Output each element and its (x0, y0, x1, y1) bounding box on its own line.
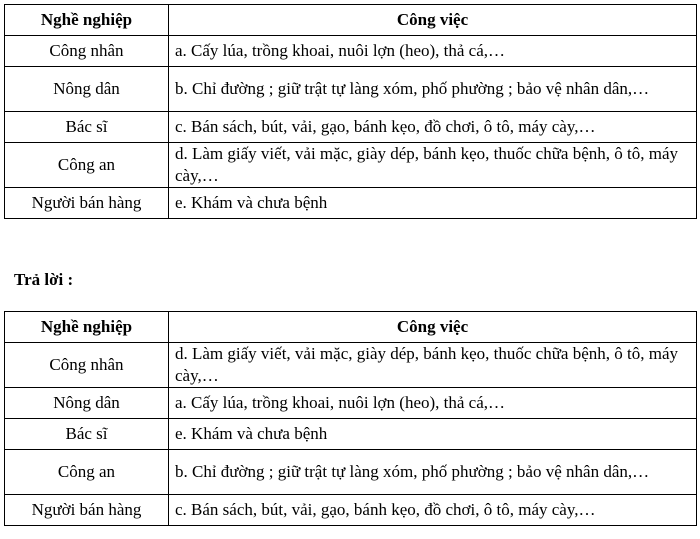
work-cell: a. Cấy lúa, trồng khoai, nuôi lợn (heo), thả cá,… (169, 388, 697, 419)
question-table (4, 4, 697, 219)
table-row (5, 343, 697, 388)
table-row (5, 450, 697, 495)
header-work: Công việc (169, 5, 697, 36)
table-row (5, 419, 697, 450)
work-cell: c. Bán sách, bút, vải, gạo, bánh kẹo, đồ chơi, ô tô, máy cày,… (169, 495, 697, 526)
answer-table (4, 311, 697, 526)
answer-label: Trả lời : (14, 270, 74, 289)
job-cell: Nông dân (5, 67, 169, 112)
table-row (5, 67, 697, 112)
work-cell: e. Khám và chưa bệnh (169, 419, 697, 450)
job-cell: Công an (5, 143, 169, 188)
header-work: Công việc (169, 312, 697, 343)
work-cell: d. Làm giấy viết, vải mặc, giày dép, bánh kẹo, thuốc chữa bệnh, ô tô, máy cày,… (169, 343, 697, 388)
job-cell: Công nhân (5, 343, 169, 388)
job-cell: Người bán hàng (5, 495, 169, 526)
table-row (5, 388, 697, 419)
table-row (5, 112, 697, 143)
header-job: Nghề nghiệp (5, 5, 169, 36)
job-cell: Bác sĩ (5, 419, 169, 450)
table-row (5, 495, 697, 526)
table-header-row (5, 5, 697, 36)
job-cell: Công an (5, 450, 169, 495)
table-row (5, 143, 697, 188)
job-cell: Nông dân (5, 388, 169, 419)
work-cell: e. Khám và chưa bệnh (169, 188, 697, 219)
job-cell: Bác sĩ (5, 112, 169, 143)
table-row (5, 188, 697, 219)
work-cell: a. Cấy lúa, trồng khoai, nuôi lợn (heo), thả cá,… (169, 36, 697, 67)
job-cell: Người bán hàng (5, 188, 169, 219)
table-header-row (5, 312, 697, 343)
work-cell: b. Chỉ đường ; giữ trật tự làng xóm, phố phường ; bảo vệ nhân dân,… (169, 450, 697, 495)
work-cell: c. Bán sách, bút, vải, gạo, bánh kẹo, đồ chơi, ô tô, máy cày,… (169, 112, 697, 143)
header-job: Nghề nghiệp (5, 312, 169, 343)
job-cell: Công nhân (5, 36, 169, 67)
work-cell: d. Làm giấy viết, vải mặc, giày dép, bánh kẹo, thuốc chữa bệnh, ô tô, máy cày,… (169, 143, 697, 188)
table-row (5, 36, 697, 67)
work-cell: b. Chỉ đường ; giữ trật tự làng xóm, phố phường ; bảo vệ nhân dân,… (169, 67, 697, 112)
